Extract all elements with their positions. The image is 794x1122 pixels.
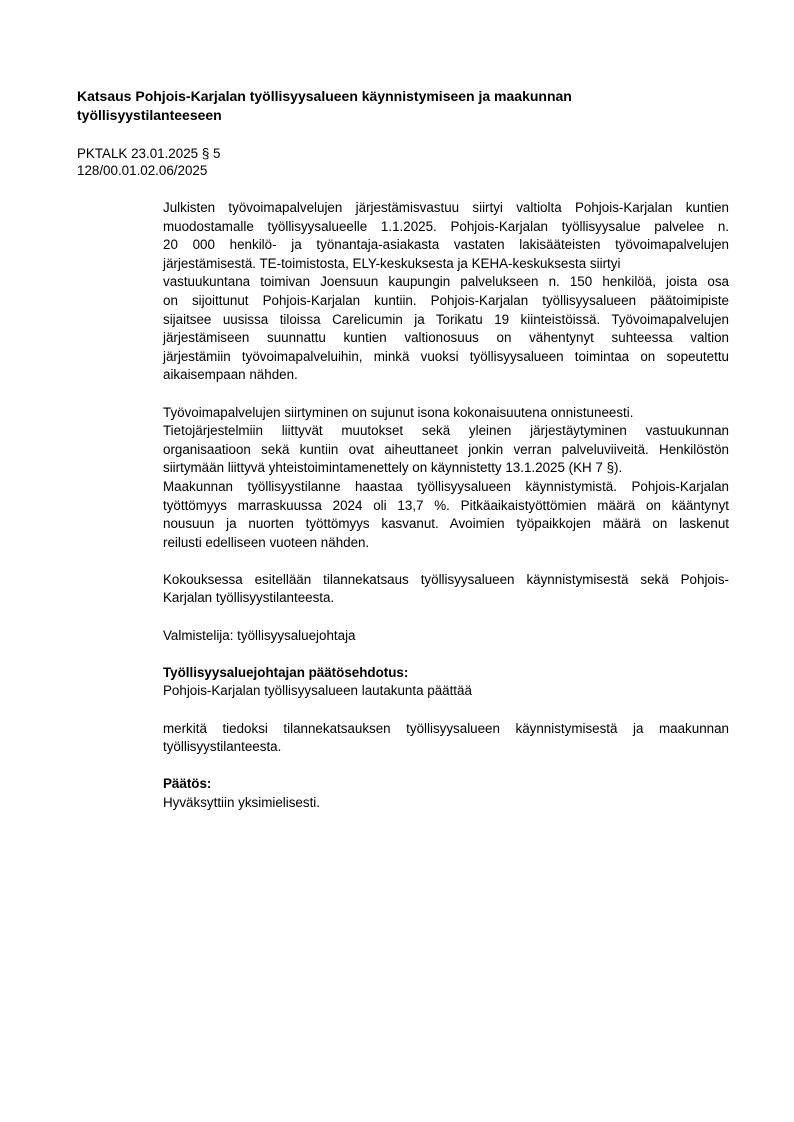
text-line: merkitä tiedoksi tilannekatsauksen työllisyysalueen käynnistymisestä ja maakunnan bbox=[163, 720, 729, 736]
text-line: Työvoimapalvelujen siirtyminen on sujunut isona kokonaisuutena onnistuneesti. bbox=[163, 404, 634, 420]
preparer-text: Valmistelija: työllisyysaluejohtaja bbox=[163, 627, 356, 643]
text-line: työttömyys marraskuussa 2024 oli 13,7 %. Pitkäaikaistyöttömien määrä on kääntynyt bbox=[163, 497, 729, 513]
paragraph-transfer bbox=[163, 199, 729, 385]
text-line: nousuun ja nuorten työttömyys kasvanut. Avoimien työpaikkojen määrä on laskenut bbox=[163, 516, 729, 532]
proposal-heading: Työllisyysaluejohtajan päätösehdotus: bbox=[163, 664, 409, 680]
paragraph-status bbox=[163, 404, 729, 553]
text-line: Karjalan työllisyystilanteesta. bbox=[163, 590, 335, 606]
text-line: vastuukuntana toimivan Joensuun kaupungin palvelukseen n. 150 henkilöä, joista osa bbox=[163, 274, 729, 290]
text-line: siirtymään liittyvä yhteistoimintamenettely on käynnistetty 13.1.2025 (KH 7 §). bbox=[163, 460, 623, 476]
record-number: 128/00.01.02.06/2025 bbox=[77, 163, 208, 178]
text-line: järjestämisestä. TE-toimistosta, ELY-keskuksesta ja KEHA-keskuksesta siirtyi bbox=[163, 255, 621, 271]
document-title: Katsaus Pohjois-Karjalan työllisyysalueen käynnistymiseen ja maakunnan työllisyystilanteeseen bbox=[77, 88, 572, 123]
decision-heading: Päätös: bbox=[163, 776, 212, 792]
text-line: reilusti edelliseen vuoteen nähden. bbox=[163, 534, 370, 550]
preparer bbox=[163, 627, 729, 646]
text-line: työllisyystilanteesta. bbox=[163, 739, 282, 755]
text-line: aikaisempaan nähden. bbox=[163, 367, 298, 383]
meeting-reference: PKTALK 23.01.2025 § 5 bbox=[77, 146, 221, 161]
text-line: järjestämiseen suunnattu kuntien valtionosuus on vähentynyt suhteessa valtion bbox=[163, 330, 729, 346]
document-meta bbox=[77, 145, 220, 179]
text-line: järjestämiin työvoimapalveluihin, minkä vuoksi työllisyysalueen toimintaa on sopeutettu bbox=[163, 348, 729, 364]
document-body bbox=[163, 199, 729, 831]
proposal-section bbox=[163, 664, 729, 701]
text-line: on sijoittunut Pohjois-Karjalan kuntiin. Pohjois-Karjalan työllisyysalueen päätoimipiste bbox=[163, 292, 729, 308]
decision-section bbox=[163, 775, 729, 812]
proposal-intro: Pohjois-Karjalan työllisyysalueen lautakunta päättää bbox=[163, 683, 472, 699]
text-line: muodostamalle työllisyysalueelle 1.1.2025. Pohjois-Karjalan työllisyysalue palvelee n. bbox=[163, 218, 729, 234]
proposal-body bbox=[163, 720, 729, 757]
text-line: Maakunnan työllisyystilanne haastaa työllisyysalueen käynnistymistä. Pohjois-Karjalan bbox=[163, 478, 729, 494]
text-line: 20 000 henkilö- ja työnantaja-asiakasta vastaten lakisääteisten työvoimapalvelujen bbox=[163, 237, 729, 253]
text-line: Julkisten työvoimapalvelujen järjestämisvastuu siirtyi valtiolta Pohjois-Karjalan kuntien bbox=[163, 200, 729, 215]
text-line: organisaatioon sekä kuntiin ovat aiheuttaneet jonkin verran palveluviiveitä. Henkilöstön bbox=[163, 441, 729, 457]
text-line: Tietojärjestelmiin liittyvät muutokset sekä yleinen järjestäytyminen vastuukunnan bbox=[163, 423, 729, 439]
text-line: sijaitsee uusissa tiloissa Carelicumin ja Torikatu 19 kiinteistöissä. Työvoimapalvelujen bbox=[163, 311, 729, 327]
decision-text: Hyväksyttiin yksimielisesti. bbox=[163, 795, 320, 810]
paragraph-meeting bbox=[163, 571, 729, 608]
text-line: Kokouksessa esitellään tilannekatsaus työllisyysalueen käynnistymisestä sekä Pohjois- bbox=[163, 571, 729, 587]
